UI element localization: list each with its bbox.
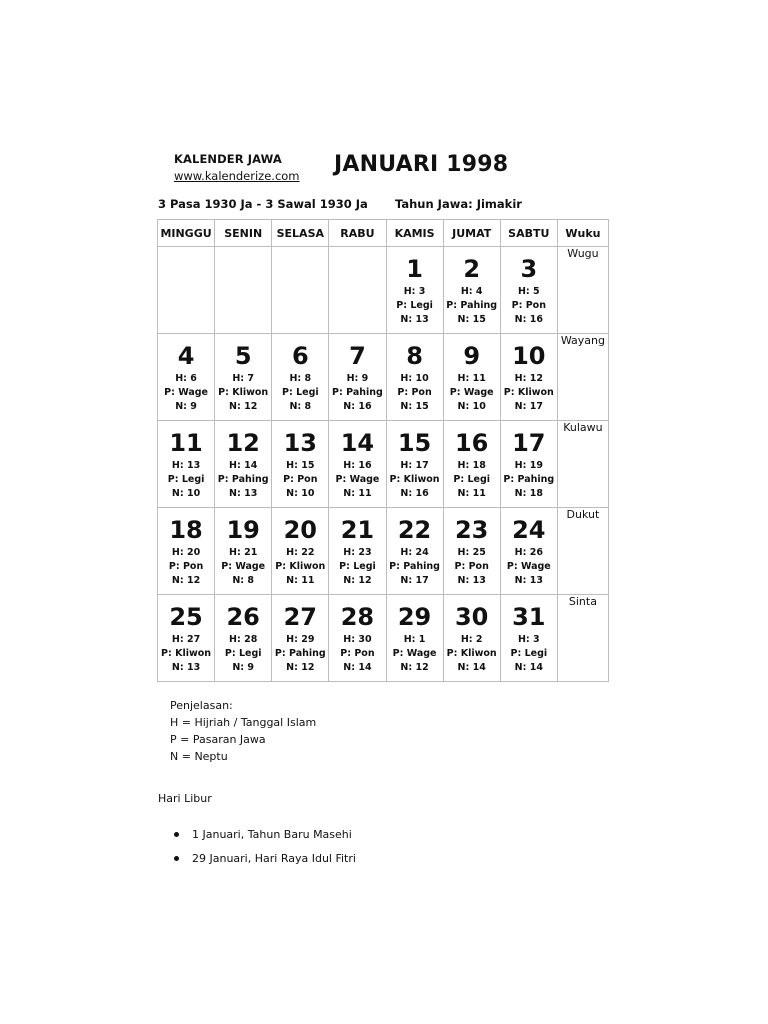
hijri-date: H: 15 [286, 460, 315, 471]
day-cell [215, 334, 272, 421]
holiday-list [174, 828, 356, 876]
pasaran: P: Kliwon [503, 387, 554, 398]
brand-url-link[interactable]: www.kalenderize.com [174, 169, 300, 183]
day-cell [500, 508, 557, 595]
empty-day-cell [272, 247, 329, 334]
empty-day-cell [215, 247, 272, 334]
neptu: N: 10 [286, 488, 315, 499]
hijri-date: H: 17 [400, 460, 429, 471]
calendar-head [158, 220, 609, 247]
col-header-rabu: RABU [329, 220, 386, 247]
day-number: 16 [454, 429, 489, 457]
hijri-date: H: 22 [286, 547, 315, 558]
day-number: 27 [283, 603, 318, 631]
neptu: N: 10 [457, 401, 486, 412]
neptu: N: 10 [171, 488, 201, 499]
col-header-senin: SENIN [215, 220, 272, 247]
hijri-date: H: 28 [229, 634, 258, 645]
hijri-date: H: 9 [346, 373, 369, 384]
neptu: N: 16 [400, 488, 429, 499]
day-cell [500, 595, 557, 682]
hijri-date: H: 6 [175, 373, 197, 384]
day-cell [386, 595, 443, 682]
neptu: N: 15 [400, 401, 429, 412]
hijri-date: H: 26 [514, 547, 543, 558]
neptu: N: 13 [514, 575, 543, 586]
pasaran: P: Legi [396, 300, 433, 311]
hijri-date: H: 25 [457, 547, 486, 558]
pasaran: P: Pon [283, 474, 318, 485]
legend [170, 697, 316, 765]
day-cell [443, 508, 500, 595]
day-cell [329, 334, 386, 421]
pasaran: P: Wage [221, 561, 266, 572]
week-row [158, 334, 609, 421]
day-number: 23 [454, 516, 489, 544]
neptu: N: 16 [514, 314, 543, 325]
hijri-date: H: 29 [286, 634, 315, 645]
day-number: 11 [169, 429, 203, 457]
hijri-date: H: 13 [171, 460, 201, 471]
day-cell [329, 595, 386, 682]
calendar-table [157, 219, 609, 682]
day-number: 13 [283, 429, 318, 457]
neptu: N: 15 [457, 314, 486, 325]
day-number: 14 [340, 429, 375, 457]
calendar-body [158, 247, 609, 682]
day-number: 26 [226, 603, 260, 631]
holiday-item-text: 29 Januari, Hari Raya Idul Fitri [192, 852, 356, 865]
brand-name: KALENDER JAWA [174, 152, 282, 166]
neptu: N: 11 [343, 488, 372, 499]
neptu: N: 17 [400, 575, 429, 586]
pasaran: P: Pahing [389, 561, 440, 572]
pasaran: P: Wage [335, 474, 380, 485]
day-number: 17 [512, 429, 546, 457]
neptu: N: 17 [514, 401, 543, 412]
pasaran: P: Wage [164, 387, 208, 398]
day-number: 22 [397, 516, 432, 544]
pasaran: P: Kliwon [218, 387, 269, 398]
day-number: 28 [340, 603, 375, 631]
hijri-date: H: 12 [514, 373, 543, 384]
col-header-jumat: JUMAT [443, 220, 500, 247]
neptu: N: 12 [343, 575, 372, 586]
day-cell [500, 247, 557, 334]
day-cell [272, 421, 329, 508]
neptu: N: 12 [400, 662, 429, 673]
pasaran: P: Pon [454, 561, 489, 572]
neptu: N: 11 [286, 575, 315, 586]
hijri-date: H: 27 [171, 634, 201, 645]
empty-day-cell [329, 247, 386, 334]
bullet-icon [174, 856, 179, 861]
neptu: N: 13 [171, 662, 201, 673]
neptu: N: 11 [457, 488, 486, 499]
hijri-date: H: 21 [229, 547, 258, 558]
day-cell [272, 334, 329, 421]
pasaran: P: Wage [449, 387, 494, 398]
day-cell [158, 334, 215, 421]
day-cell [215, 595, 272, 682]
day-number: 8 [406, 342, 423, 370]
wuku-cell: Sinta [557, 595, 608, 682]
holiday-title: Hari Libur [158, 792, 212, 805]
legend-item-h: H = Hijriah / Tanggal Islam [170, 716, 317, 729]
hijri-date: H: 20 [171, 547, 201, 558]
day-number: 2 [463, 255, 481, 283]
neptu: N: 14 [514, 662, 543, 673]
day-cell [215, 508, 272, 595]
neptu: N: 8 [289, 401, 312, 412]
col-header-sabtu: SABTU [500, 220, 557, 247]
day-cell [272, 508, 329, 595]
day-cell [386, 247, 443, 334]
day-cell [500, 334, 557, 421]
day-number: 9 [463, 342, 481, 370]
neptu: N: 8 [232, 575, 255, 586]
pasaran: P: Legi [453, 474, 490, 485]
hijri-date: H: 18 [457, 460, 486, 471]
day-cell [443, 247, 500, 334]
pasaran: P: Legi [282, 387, 319, 398]
hijri-date: H: 3 [517, 634, 540, 645]
day-number: 1 [406, 255, 423, 283]
day-cell [386, 421, 443, 508]
wuku-cell: Wayang [557, 334, 608, 421]
pasaran: P: Wage [506, 561, 551, 572]
hijri-date: H: 1 [403, 634, 426, 645]
hijri-date: H: 30 [343, 634, 372, 645]
hijri-date: H: 8 [289, 373, 312, 384]
day-cell [215, 421, 272, 508]
hijri-date: H: 11 [457, 373, 486, 384]
pasaran: P: Legi [510, 648, 548, 659]
wuku-cell: Kulawu [557, 421, 608, 508]
day-cell [443, 595, 500, 682]
pasaran: P: Pahing [332, 387, 383, 398]
javanese-year: Tahun Jawa: Jimakir [395, 197, 522, 211]
neptu: N: 18 [514, 488, 543, 499]
day-cell [500, 421, 557, 508]
neptu: N: 9 [175, 401, 197, 412]
day-number: 20 [283, 516, 318, 544]
day-cell [158, 595, 215, 682]
week-row [158, 421, 609, 508]
neptu: N: 12 [286, 662, 315, 673]
wuku-cell: Wugu [557, 247, 608, 334]
hijri-date: H: 24 [400, 547, 429, 558]
legend-title: Penjelasan: [170, 699, 233, 712]
pasaran: P: Kliwon [161, 648, 212, 659]
day-number: 5 [234, 342, 252, 370]
week-row [158, 595, 609, 682]
neptu: N: 16 [343, 401, 372, 412]
neptu: N: 14 [343, 662, 372, 673]
neptu: N: 13 [457, 575, 486, 586]
col-header-selasa: SELASA [272, 220, 329, 247]
pasaran: P: Pahing [274, 648, 326, 659]
day-cell [329, 421, 386, 508]
brand [174, 152, 300, 183]
day-number: 7 [349, 342, 366, 370]
pasaran: P: Pon [168, 561, 204, 572]
weekday-header-row [158, 220, 609, 247]
pasaran: P: Kliwon [389, 474, 440, 485]
neptu: N: 12 [171, 575, 201, 586]
day-cell [329, 508, 386, 595]
hijri-date: H: 10 [400, 373, 429, 384]
hijri-date: H: 23 [343, 547, 372, 558]
neptu: N: 12 [229, 401, 258, 412]
day-cell [443, 334, 500, 421]
day-cell [443, 421, 500, 508]
pasaran: P: Kliwon [446, 648, 497, 659]
pasaran: P: Pon [397, 387, 432, 398]
pasaran: P: Pon [511, 300, 546, 311]
holiday-item [174, 828, 356, 852]
neptu: N: 14 [457, 662, 486, 673]
legend-item-p: P = Pasaran Jawa [170, 733, 266, 746]
neptu: N: 13 [400, 314, 429, 325]
col-header-wuku: Wuku [557, 220, 608, 247]
day-number: 15 [397, 429, 432, 457]
pasaran: P: Legi [224, 648, 262, 659]
day-number: 12 [226, 429, 260, 457]
pasaran: P: Legi [339, 561, 376, 572]
day-number: 6 [291, 342, 309, 370]
hijri-date: H: 5 [517, 286, 540, 297]
pasaran: P: Pahing [446, 300, 498, 311]
col-header-minggu: MINGGU [158, 220, 215, 247]
holiday-item-text: 1 Januari, Tahun Baru Masehi [192, 828, 352, 841]
week-row [158, 247, 609, 334]
wuku-cell: Dukut [557, 508, 608, 595]
legend-item-n: N = Neptu [170, 750, 228, 763]
pasaran: P: Pahing [503, 474, 555, 485]
javanese-date-range: 3 Pasa 1930 Ja - 3 Sawal 1930 Ja [158, 197, 368, 211]
day-number: 30 [454, 603, 489, 631]
week-row [158, 508, 609, 595]
hijri-date: H: 14 [229, 460, 258, 471]
day-number: 19 [226, 516, 260, 544]
hijri-date: H: 7 [232, 373, 255, 384]
neptu: N: 9 [232, 662, 255, 673]
day-number: 31 [512, 603, 546, 631]
empty-day-cell [158, 247, 215, 334]
bullet-icon [174, 832, 179, 837]
col-header-kamis: KAMIS [386, 220, 443, 247]
day-number: 4 [177, 342, 195, 370]
day-cell [386, 334, 443, 421]
pasaran: P: Pon [340, 648, 375, 659]
pasaran: P: Wage [392, 648, 437, 659]
hijri-date: H: 16 [343, 460, 372, 471]
month-title: JANUARI 1998 [334, 152, 509, 177]
hijri-date: H: 2 [460, 634, 483, 645]
pasaran: P: Kliwon [275, 561, 326, 572]
day-number: 29 [397, 603, 432, 631]
day-number: 10 [512, 342, 546, 370]
pasaran: P: Pahing [217, 474, 269, 485]
day-number: 24 [512, 516, 546, 544]
hijri-date: H: 3 [403, 286, 426, 297]
hijri-date: H: 4 [460, 286, 483, 297]
pasaran: P: Legi [167, 474, 205, 485]
neptu: N: 13 [229, 488, 258, 499]
day-cell [386, 508, 443, 595]
holiday-item [174, 852, 356, 876]
day-number: 21 [340, 516, 375, 544]
day-number: 25 [169, 603, 203, 631]
day-cell [158, 508, 215, 595]
day-number: 3 [520, 255, 538, 283]
day-cell [272, 595, 329, 682]
day-cell [158, 421, 215, 508]
day-number: 18 [169, 516, 203, 544]
hijri-date: H: 19 [514, 460, 543, 471]
